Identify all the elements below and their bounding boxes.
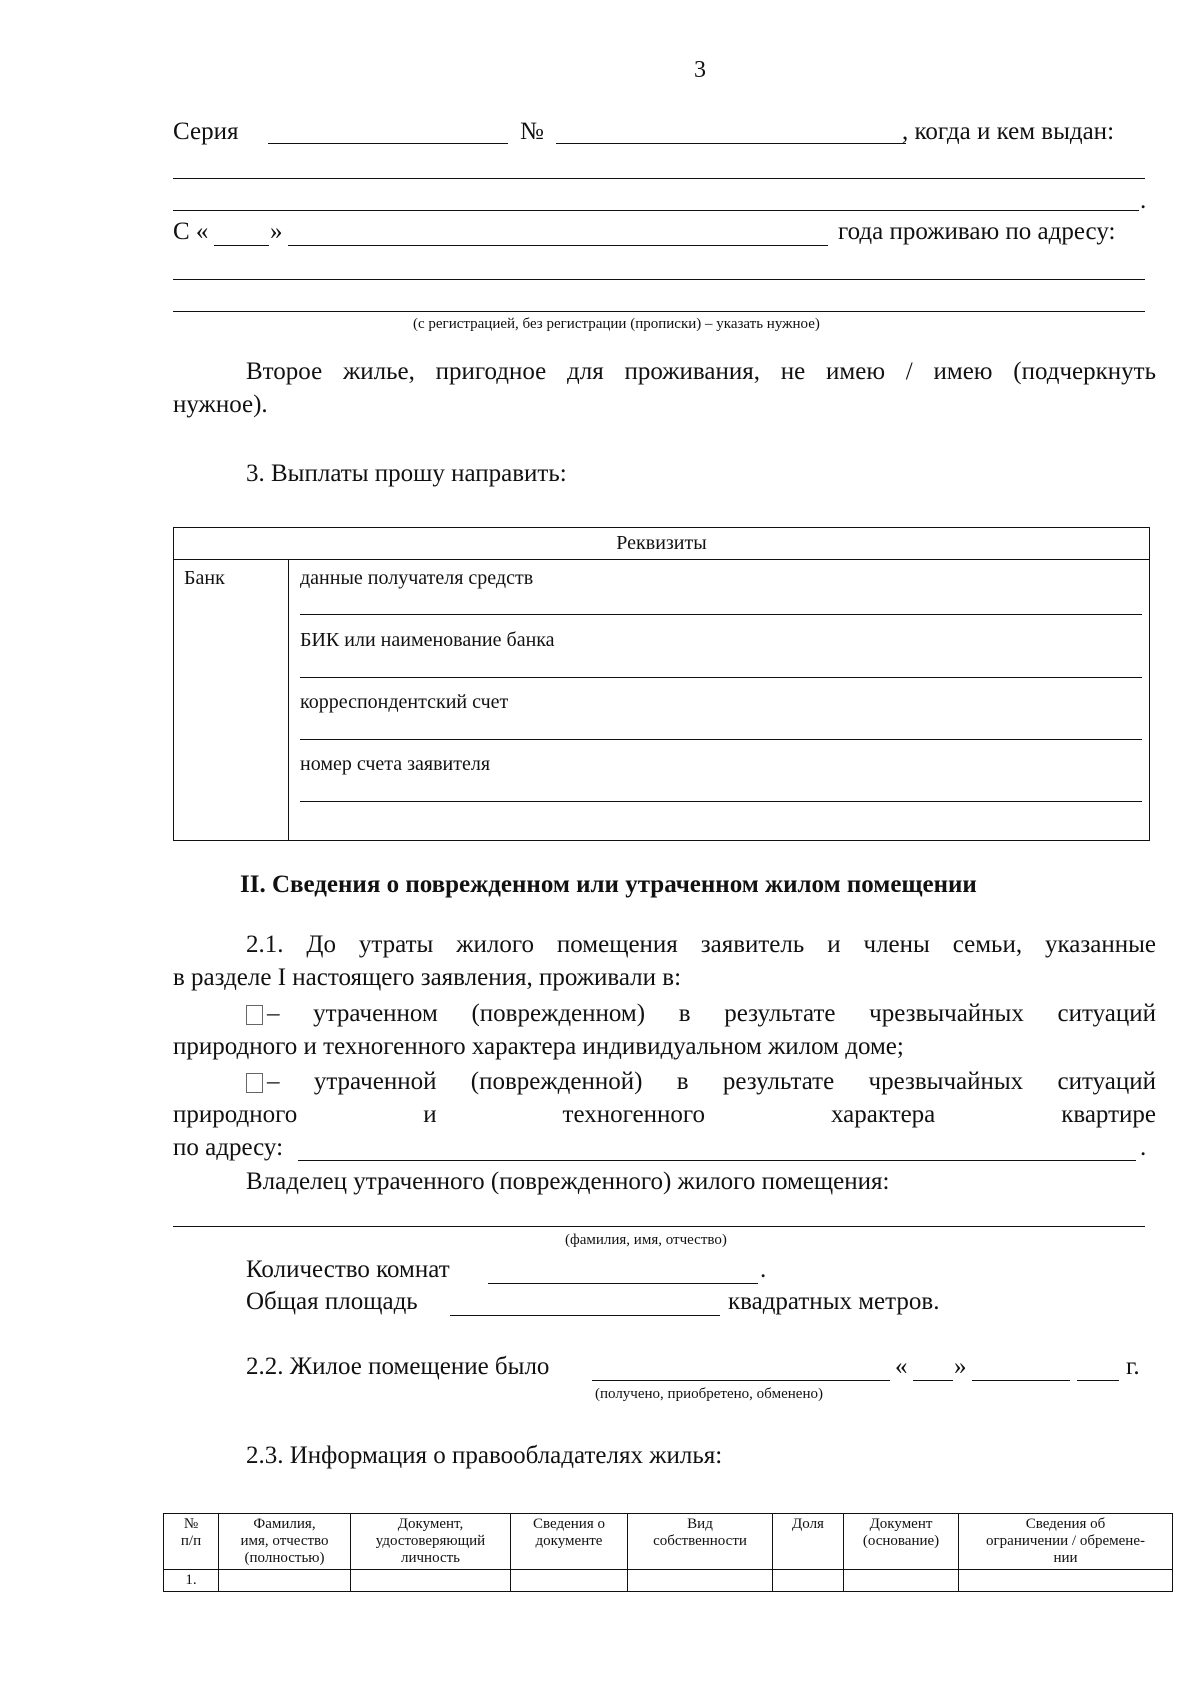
owners-header-name-l3: (полностью) — [244, 1550, 325, 1566]
second-home-line2: нужное). — [173, 391, 268, 418]
rooms-blank[interactable] — [488, 1283, 758, 1284]
number-blank[interactable] — [556, 143, 906, 144]
field-corr-account-label: корреспондентский счет — [300, 691, 509, 713]
since-mid: » — [270, 218, 283, 245]
owner-note: (фамилия, имя, отчество) — [565, 1232, 727, 1248]
p21-line1: 2.1. До утраты жилого помещения заявитель и члены семьи, указанные — [246, 931, 1156, 958]
owners-cell-number: 1. — [164, 1570, 219, 1592]
apartment-address-end: . — [1140, 1134, 1147, 1161]
owners-header-ownership-l1: Вид — [687, 1516, 713, 1532]
residence-note: (с регистрацией, без регистрации (прописки) – указать нужное) — [413, 316, 820, 332]
owners-header-name — [219, 1514, 351, 1570]
apartment-address-line[interactable] — [298, 1160, 1136, 1161]
table-row — [164, 1570, 1173, 1592]
option-house-checkbox[interactable] — [246, 1005, 263, 1025]
owners-cell-share[interactable] — [773, 1570, 844, 1592]
issued-line-2[interactable] — [173, 210, 1139, 211]
p22-quote-close: » — [954, 1353, 967, 1380]
option-apartment-checkbox[interactable] — [246, 1073, 263, 1093]
since-day-blank[interactable] — [214, 245, 269, 246]
bank-table-header-label: Реквизиты — [616, 532, 707, 554]
owners-header-doc-info-l2: документе — [535, 1533, 603, 1549]
owners-header-basis-l2: (основание) — [862, 1533, 940, 1549]
p22-how-blank[interactable] — [592, 1380, 890, 1381]
owners-table — [163, 1513, 1173, 1592]
owners-cell-name[interactable] — [219, 1570, 351, 1592]
owners-header-ownership-l2: собственности — [653, 1533, 747, 1549]
owners-cell-id-doc[interactable] — [351, 1570, 511, 1592]
issued-end-dot: . — [1140, 187, 1147, 214]
field-account-label: номер счета заявителя — [300, 753, 491, 775]
p22-month-blank[interactable] — [972, 1380, 1070, 1381]
field-recipient-line[interactable] — [300, 614, 1142, 615]
p23-label: 2.3. Информация о правообладателях жилья: — [246, 1442, 723, 1469]
bank-label: Банк — [184, 567, 225, 589]
p21-line2: в разделе I настоящего заявления, проживали в: — [173, 964, 682, 991]
owners-cell-ownership[interactable] — [628, 1570, 773, 1592]
opt2-word-2: и — [423, 1101, 437, 1128]
area-label: Общая площадь — [246, 1288, 418, 1315]
opt2-line2 — [173, 1100, 1156, 1130]
owners-header-id-doc — [351, 1514, 511, 1570]
owner-label: Владелец утраченного (поврежденного) жилого помещения: — [246, 1168, 890, 1195]
owners-header-doc-info — [511, 1514, 628, 1570]
payments-heading: 3. Выплаты прошу направить: — [246, 460, 567, 487]
owners-header-number — [164, 1514, 219, 1570]
opt2-word-5: квартире — [1061, 1101, 1156, 1128]
section2-title: II. Сведения о поврежденном или утраченном жилом помещении — [240, 871, 977, 898]
owners-header-id-doc-l1: Документ, — [397, 1516, 464, 1532]
p22-note: (получено, приобретено, обменено) — [595, 1386, 823, 1402]
owners-cell-encumbrance[interactable] — [959, 1570, 1173, 1592]
page-number: 3 — [694, 57, 706, 83]
owners-header-encumbrance-l2: ограничении / обремене- — [986, 1533, 1145, 1549]
series-label: Серия — [173, 118, 239, 145]
address-line-1[interactable] — [173, 279, 1145, 280]
area-blank[interactable] — [450, 1315, 720, 1316]
apartment-address-label: по адресу: — [173, 1134, 284, 1161]
number-label: № — [520, 118, 544, 145]
owners-cell-basis[interactable] — [844, 1570, 959, 1592]
owners-header-basis — [844, 1514, 959, 1570]
second-home-line1: Второе жилье, пригодное для проживания, не имею / имею (подчеркнуть — [246, 358, 1156, 385]
address-label: года проживаю по адресу: — [838, 218, 1116, 245]
owners-header-ownership — [628, 1514, 773, 1570]
owners-header-number-l2: п/п — [180, 1533, 202, 1549]
owners-header-name-l2: имя, отчество — [240, 1533, 329, 1549]
owners-header-encumbrance — [959, 1514, 1173, 1570]
opt2-word-4: характера — [830, 1101, 936, 1128]
bank-fields-cell — [289, 560, 1150, 841]
field-bik-line[interactable] — [300, 677, 1142, 678]
issued-label: , когда и кем выдан: — [902, 118, 1115, 145]
opt2-word-3: техногенного — [562, 1101, 706, 1128]
owners-header-share — [773, 1514, 844, 1570]
issued-line-1[interactable] — [173, 178, 1145, 179]
owners-cell-doc-info[interactable] — [511, 1570, 628, 1592]
field-account-line[interactable] — [300, 801, 1142, 802]
p22-year-label: г. — [1126, 1353, 1140, 1380]
owners-header-basis-l1: Документ — [869, 1516, 933, 1532]
owners-header-share-l1: Доля — [792, 1516, 824, 1532]
owners-header-encumbrance-l3: нии — [1053, 1550, 1078, 1566]
opt1-line2: природного и техногенного характера индивидуальном жилом доме; — [173, 1033, 904, 1060]
p22-day-blank[interactable] — [913, 1380, 953, 1381]
opt2-word-1: природного — [173, 1101, 298, 1128]
series-blank[interactable] — [268, 143, 508, 144]
address-line-2[interactable] — [173, 311, 1145, 312]
rooms-label: Количество комнат — [246, 1256, 450, 1283]
owners-table-header — [164, 1514, 1173, 1570]
bank-label-cell — [174, 560, 289, 841]
field-recipient-label: данные получателя средств — [300, 567, 534, 589]
opt2-line1: – утраченной (поврежденной) в результате чрезвычайных ситуаций — [267, 1068, 1156, 1095]
field-bik-label: БИК или наименование банка — [300, 629, 555, 651]
field-corr-account-line[interactable] — [300, 739, 1142, 740]
rooms-end: . — [760, 1256, 767, 1283]
opt1-line1: – утраченном (поврежденном) в результате чрезвычайных ситуаций — [267, 1000, 1156, 1027]
p22-label: 2.2. Жилое помещение было — [246, 1353, 550, 1380]
bank-details-table — [173, 527, 1150, 841]
p22-quote-open: « — [895, 1353, 908, 1380]
owners-header-id-doc-l3: личность — [400, 1550, 460, 1566]
owners-header-id-doc-l2: удостоверяющий — [375, 1533, 486, 1549]
owner-line[interactable] — [173, 1226, 1145, 1227]
area-unit: квадратных метров. — [728, 1288, 940, 1315]
p22-year-blank[interactable] — [1077, 1380, 1119, 1381]
since-prefix: С « — [173, 218, 209, 245]
owners-header-number-l1: № — [183, 1516, 199, 1532]
owners-header-name-l1: Фамилия, — [253, 1516, 316, 1532]
owners-header-encumbrance-l1: Сведения об — [1025, 1516, 1106, 1532]
since-month-blank[interactable] — [288, 245, 828, 246]
bank-table-header — [174, 528, 1150, 560]
owners-header-doc-info-l1: Сведения о — [533, 1516, 605, 1532]
